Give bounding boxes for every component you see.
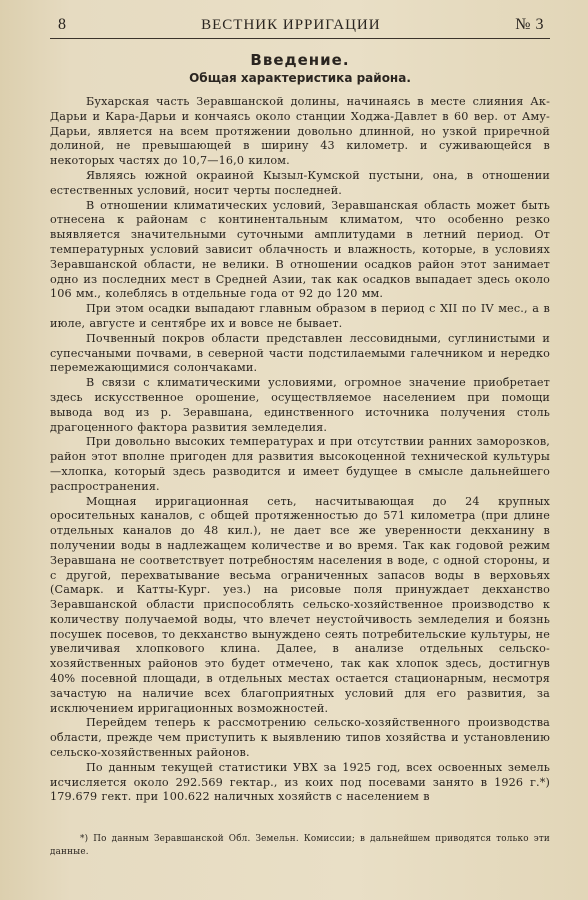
paragraph: Являясь южной окраиной Кызыл-Кумской пустыни, она, в отношении естественных условий, носит черты последней. bbox=[50, 168, 550, 197]
paragraph: При этом осадки выпадают главным образом в период с XII по IV мес., а в июле, августе и сентябре их и вовсе не бывает. bbox=[50, 302, 550, 330]
paragraph: По данным текущей статистики УВХ за 1925 год, всех освоенных земель исчисляется около 292.569 гектар., из коих под посевами занято в 1926 г.*) 179.679 гект. при 100.622 наличных хозяйств с населением в bbox=[50, 760, 550, 804]
footnote: *) По данным Зеравшанской Обл. Земельн. Комиссии; в дальнейшем приводятся только эти данные. bbox=[50, 834, 550, 857]
journal-title: ВЕСТНИК ИРРИГАЦИИ bbox=[201, 17, 381, 33]
paragraph: Перейдем теперь к рассмотрению сельско-хозяйственного производства области, прежде чем приступить к выявлению типов хозяйства и установлению сельско-хозяйственных районов. bbox=[50, 716, 550, 760]
paragraph: При довольно высоких температурах и при отсутствии ранних заморозков, район этот вполне пригоден для развития высокоценной технической культуры—хлопка, который здесь разводится и имеет будущее в смысле дальнейшего распространения. bbox=[50, 435, 550, 493]
issue-number: № 3 bbox=[515, 16, 544, 33]
paragraph: Бухарская часть Зеравшанской долины, начинаясь в месте слияния Ак-Дарьи и Кара-Дарьи и кончаясь около станции Ходжа-Давлет в 60 вер. от Аму-Дарьи, является на всем протяжении довольно длинной, но узкой приречной долиной, не превышающей в ширину 43 километр. и суживающейся в некоторых частях до 10,7—16,0 килом. bbox=[50, 95, 550, 168]
section-subtitle: Общая характеристика района. bbox=[189, 71, 411, 85]
paragraph: Почвенный покров области представлен лессовидными, суглинистыми и супесчаными почвами, в северной части подстилаемыми галечником и нередко перемежающимися солончаками. bbox=[50, 331, 550, 375]
paragraph: В отношении климатических условий, Зеравшанская область может быть отнесена к районам с континентальным климатом, что особенно резко выявляется значительными суточными амплитудами в летний период. От температурных условий зависит облачность и влажность, которые, в условиях Зеравшанской области, не велики. В отношении осадков район этот занимает одно из последних мест в Средней Азии, так как осадков выпадает здесь около 106 мм., колеблясь в отдельные года от 92 до 120 мм. bbox=[50, 198, 550, 301]
running-header bbox=[50, 14, 550, 39]
page-number: 8 bbox=[58, 16, 67, 33]
section-title: Введение. bbox=[250, 51, 350, 69]
paragraph: В связи с климатическими условиями, огромное значение приобретает здесь искусственное орошение, осуществляемое населением при помощи вывода вод из р. Зеравшана, единственного источника получения столь драгоценного фактора развития земледелия. bbox=[50, 376, 550, 434]
body-text bbox=[50, 95, 550, 805]
paragraph: Мощная ирригационная сеть, насчитывающая до 24 крупных оросительных каналов, с общей протяженностью до 571 километра (при длине отдельных каналов до 48 кил.), не дает все же уверенности декханину в получении воды в надлежащем количестве и во время. Так как годовой режим Зеравшана не соответствует потребностям населения в воде, с одной стороны, и с другой, перехватывание весьма ограниченных запасов воды в верховьях (Самарк. и Катты-Кург. уез.) на рисовые поля принуждает декханство Зеравшанской области приспособлять сельско-хозяйственное производство к количеству получаемой воды, что влечет неустойчивость земледелия и боязнь посушек посевов, то декханство вынуждено сеять потребительские культуры, не увеличивая хлопкового клина. Далее, в анализе отдельных сельско-хозяйственных районов это будет отмечено, так как хлопок здесь, достигнув 40% посевной площади, в отдельных местах остается стационарным, несмотря зачастую на наличие всех благоприятных условий для его развития, за исключением ирригационных возможностей. bbox=[50, 494, 550, 715]
